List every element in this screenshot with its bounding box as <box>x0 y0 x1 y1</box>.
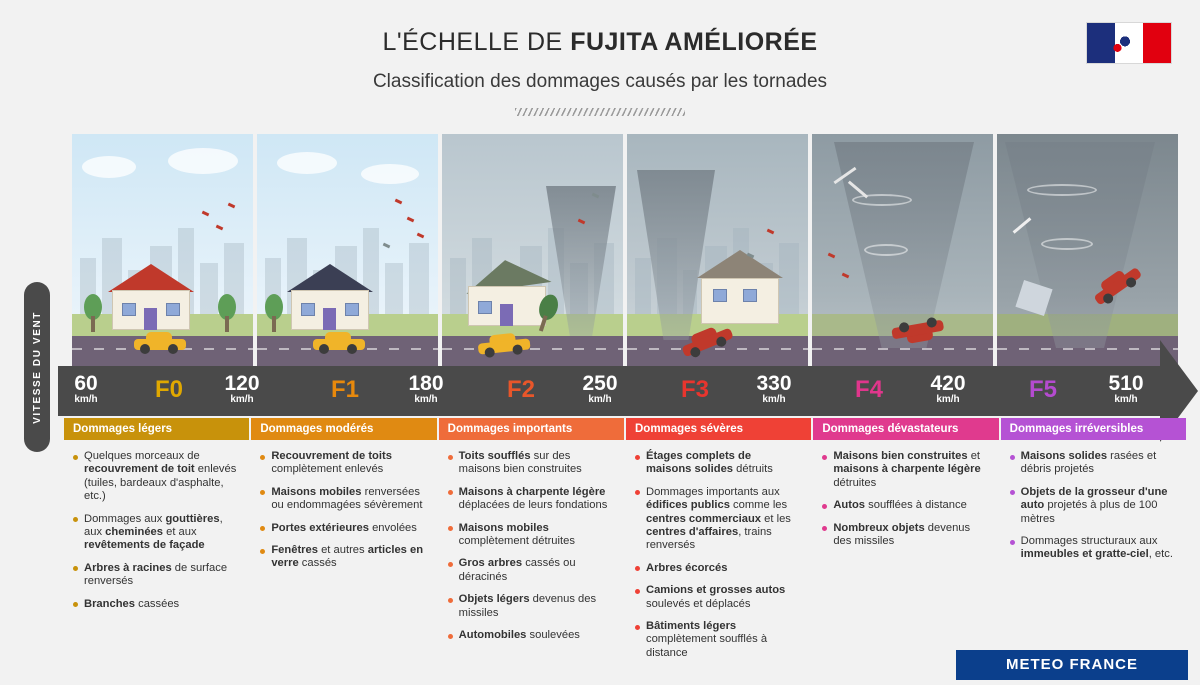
french-flag-marianne-icon <box>1086 22 1172 64</box>
f-scale-f1: F1 <box>330 376 359 403</box>
speed-value-4: 330 km/h <box>756 372 792 405</box>
damage-list-item: Automobiles soulevées <box>448 629 612 642</box>
speed-value-3: 250 km/h <box>582 372 618 405</box>
f-scale-f5: F5 <box>1028 376 1057 403</box>
damage-list-item: Portes extérieures envolées <box>260 522 424 535</box>
damage-list-f2 <box>439 444 624 652</box>
damage-list-item: Étages complets de maisons solides détruits <box>635 450 799 477</box>
damage-list-item: Maisons bien construites et maisons à charpente légère détruites <box>822 450 986 490</box>
damage-list-item: Maisons mobiles renversées ou endommagées sévèrement <box>260 486 424 513</box>
damage-list-f1 <box>251 444 436 652</box>
damage-list-item: Objets légers devenus des missiles <box>448 593 612 620</box>
damage-description-columns <box>64 444 1186 659</box>
title-bold: FUJITA AMÉLIORÉE <box>570 28 818 56</box>
f-scale-f0: F0 <box>154 376 183 403</box>
damage-band-f3: Dommages sévères <box>626 418 811 440</box>
damage-list-f5 <box>1001 444 1186 652</box>
damage-list-item: Nombreux objets devenus des missiles <box>822 522 986 549</box>
damage-band-f5: Dommages irréversibles <box>1001 418 1186 440</box>
speed-value-2: 180 km/h <box>408 372 444 405</box>
scene-f3-illustration <box>627 134 808 366</box>
damage-list-item: Objets de la grosseur d'une auto projetés à plus de 100 mètres <box>1010 486 1174 526</box>
scene-f5-illustration <box>997 134 1178 366</box>
damage-list-item: Arbres écorcés <box>635 562 799 575</box>
wind-speed-axis-label <box>24 282 50 452</box>
damage-band-f2: Dommages importants <box>439 418 624 440</box>
wind-speed-axis-text: VITESSE DU VENT <box>31 310 43 424</box>
damage-list-item: Maisons à charpente légère déplacées de leurs fondations <box>448 486 612 513</box>
speed-value-0: 60 km/h <box>74 372 98 405</box>
damage-band-f0: Dommages légers <box>64 418 249 440</box>
f-scale-f3: F3 <box>680 376 709 403</box>
speed-value-1: 120 km/h <box>224 372 260 405</box>
speed-values <box>58 366 1162 416</box>
damage-list-item: Fenêtres et autres articles en verre cassés <box>260 544 424 571</box>
f-scale-f2: F2 <box>506 376 535 403</box>
damage-list-item: Arbres à racines de surface renversés <box>73 562 237 589</box>
damage-category-bands <box>64 418 1186 440</box>
damage-list-item: Maisons mobiles complètement détruites <box>448 522 612 549</box>
damage-list-item: Gros arbres cassés ou déracinés <box>448 557 612 584</box>
damage-list-item: Recouvrement de toits complètement enlevés <box>260 450 424 477</box>
damage-band-f4: Dommages dévastateurs <box>813 418 998 440</box>
f-scale-f4: F4 <box>854 376 883 403</box>
page-subtitle: Classification des dommages causés par les tornades <box>372 71 828 92</box>
title-light: L'ÉCHELLE DE <box>382 28 571 56</box>
damage-band-f1: Dommages modérés <box>251 418 436 440</box>
page-title <box>0 28 1200 57</box>
speed-value-5: 420 km/h <box>930 372 966 405</box>
damage-list-item: Toits soufflés sur des maisons bien construites <box>448 450 612 477</box>
header <box>0 0 1200 120</box>
damage-list-item: Bâtiments légers complètement soufflés à distance <box>635 620 799 660</box>
scene-f0-illustration <box>72 134 253 366</box>
speed-value-6: 510 km/h <box>1108 372 1144 405</box>
hatch-divider <box>515 108 685 116</box>
damage-list-item: Dommages importants aux édifices publics comme les centres commerciaux et les centres d'affaires, trains renversés <box>635 486 799 553</box>
damage-list-item: Autos soufflées à distance <box>822 499 986 512</box>
scene-f2-illustration <box>442 134 623 366</box>
damage-list-item: Maisons solides rasées et débris projetés <box>1010 450 1174 477</box>
damage-list-item: Dommages aux gouttières, aux cheminées et aux revêtements de façade <box>73 513 237 553</box>
damage-list-f3 <box>626 444 811 659</box>
scene-f1-illustration <box>257 134 438 366</box>
damage-list-item: Dommages structuraux aux immeubles et gratte-ciel, etc. <box>1010 535 1174 562</box>
illustration-strip <box>72 134 1188 366</box>
meteo-france-logo <box>956 650 1188 680</box>
footer-brand-text: METEO FRANCE <box>1006 656 1138 673</box>
damage-list-item: Branches cassées <box>73 598 237 611</box>
damage-list-f4 <box>813 444 998 652</box>
damage-list-item: Camions et grosses autos soulevés et déplacés <box>635 584 799 611</box>
scene-f4-illustration <box>812 134 993 366</box>
damage-list-f0 <box>64 444 249 652</box>
damage-list-item: Quelques morceaux de recouvrement de toit enlevés (tuiles, bardeaux d'asphalte, etc.) <box>73 450 237 504</box>
